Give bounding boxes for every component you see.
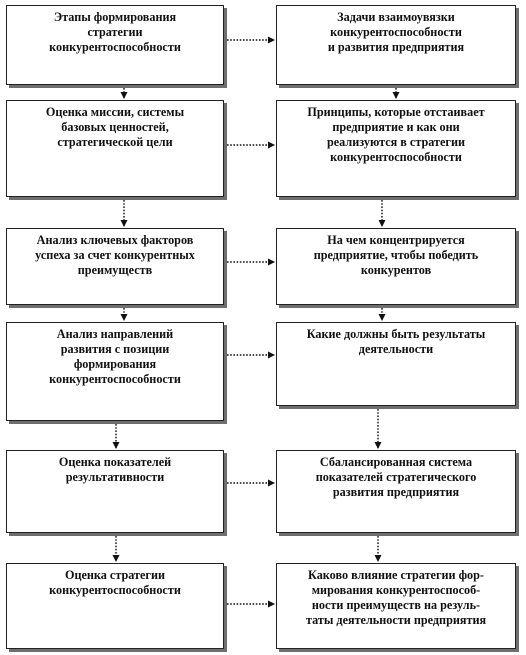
box-strategy-evaluation: Оценка стратегии конкурентоспособности <box>6 563 224 649</box>
box-results: Какие должны быть результаты деятельности <box>276 322 516 406</box>
box-key-factors-analysis: Анализ ключевых факторов успеха за счет конкурентных преимуществ <box>6 228 224 305</box>
box-focus: На чем концентрируется предприятие, чтобы победить конкурентов <box>276 228 516 305</box>
box-stages: Этапы формирования стратегии конкурентоспособности <box>6 5 224 85</box>
box-directions-analysis: Анализ направлений развития с позиции формирования конкурентоспособности <box>6 322 224 421</box>
box-mission-evaluation: Оценка миссии, системы базовых ценностей, стратегической цели <box>6 100 224 197</box>
box-impact: Каково влияние стратегии фор- мирования конкурентоспособ- ности преимуществ на резуль- таты деятельности предприятия <box>276 563 516 649</box>
box-principles: Принципы, которые отстаивает предприятие и как они реализуются в стратегии конкурентоспособности <box>276 100 516 197</box>
box-tasks: Задачи взаимоувязки конкурентоспособности и развития предприятия <box>276 5 516 85</box>
box-indicators-evaluation: Оценка показателей результативности <box>6 450 224 533</box>
box-scorecard: Сбалансированная система показателей стратегического развития предприятия <box>276 450 516 533</box>
